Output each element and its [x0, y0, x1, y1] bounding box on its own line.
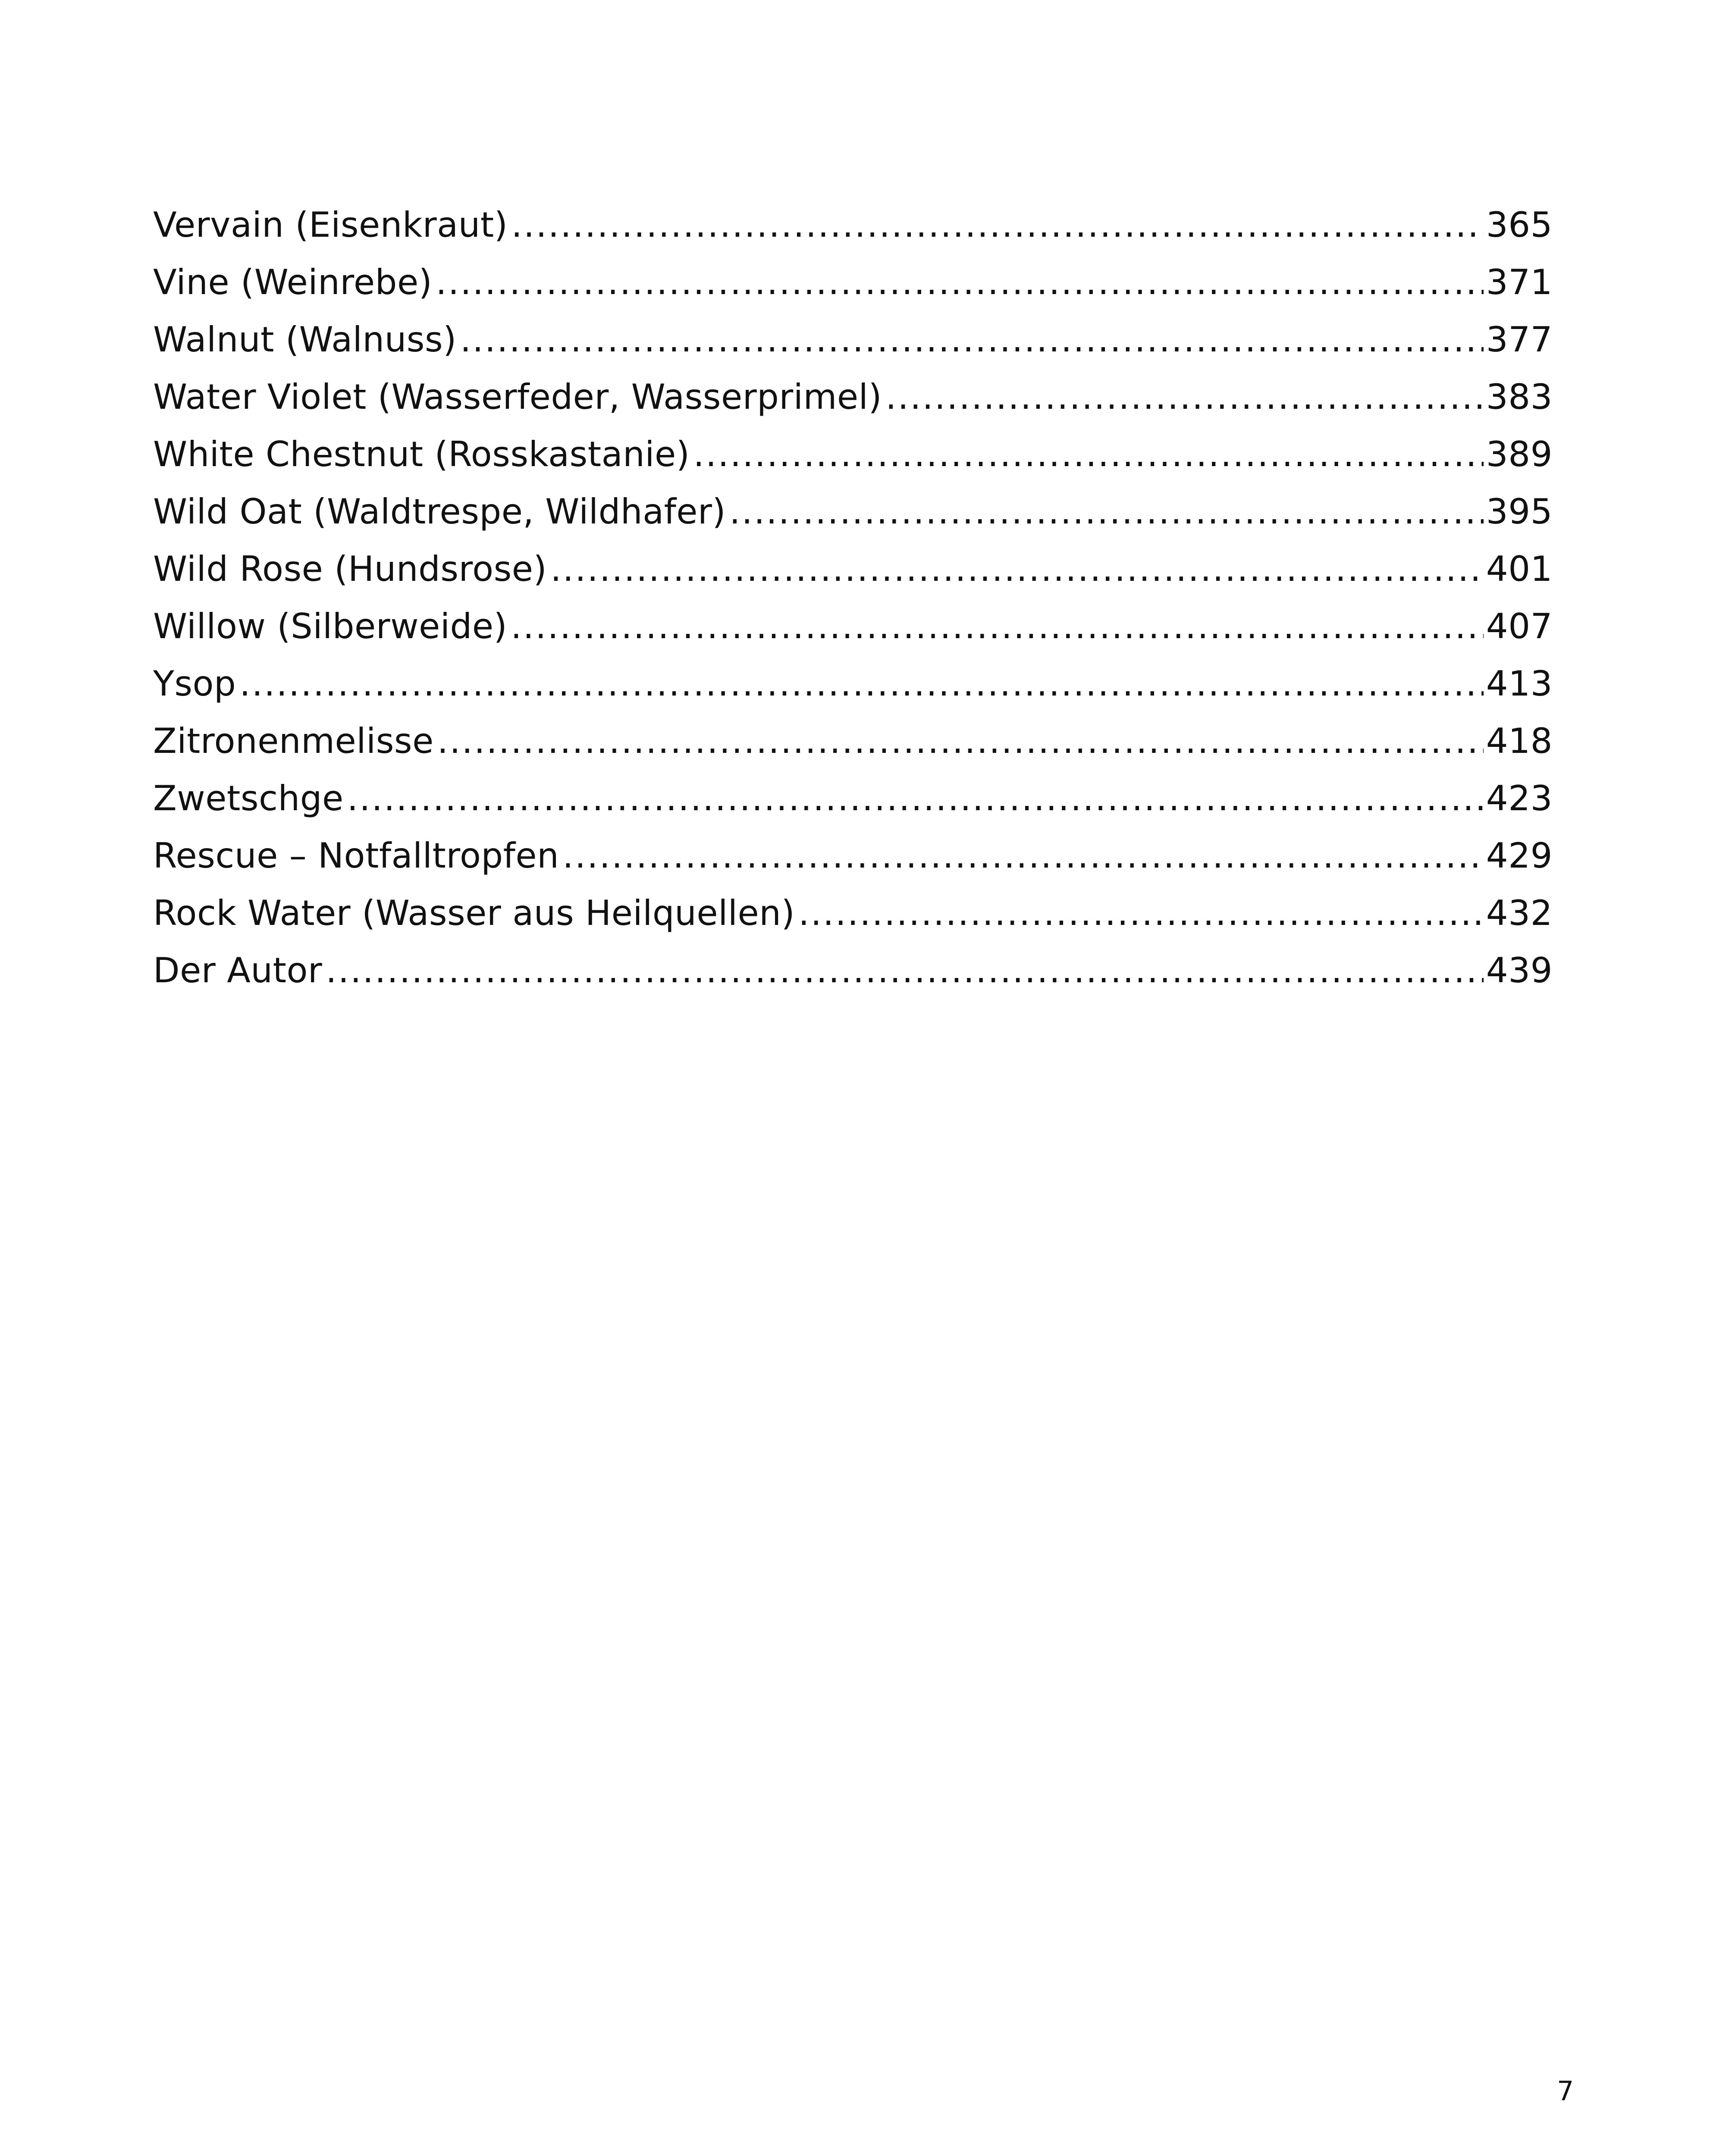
- toc-entry[interactable]: [153, 254, 1553, 311]
- toc-entry-page: 423: [1486, 778, 1553, 818]
- toc-entry-label: Vine (Weinrebe): [153, 262, 433, 302]
- toc-entry-page: 439: [1486, 950, 1553, 990]
- toc-dot-leader: [239, 655, 1484, 712]
- toc-entry-page: 377: [1486, 320, 1553, 360]
- toc-entry[interactable]: [153, 196, 1553, 254]
- toc-dot-leader: [511, 598, 1484, 655]
- toc-dot-leader: [550, 540, 1484, 598]
- toc-entry-label: Vervain (Eisenkraut): [153, 205, 508, 245]
- toc-entry-label: Water Violet (Wasserfeder, Wasserprimel): [153, 377, 882, 417]
- toc-entry[interactable]: [153, 655, 1553, 712]
- toc-entry-page: 401: [1486, 549, 1553, 589]
- toc-entry-page: 418: [1486, 721, 1553, 761]
- toc-entry-page: 383: [1486, 377, 1553, 417]
- toc-entry[interactable]: [153, 712, 1553, 770]
- toc-entry[interactable]: [153, 368, 1553, 426]
- toc-dot-leader: [511, 196, 1483, 254]
- toc-entry[interactable]: [153, 770, 1553, 827]
- toc-entry[interactable]: [153, 942, 1553, 999]
- toc-dot-leader: [436, 254, 1483, 311]
- toc-dot-leader: [798, 884, 1484, 942]
- toc-dot-leader: [347, 770, 1484, 827]
- toc-entry-label: Walnut (Walnuss): [153, 320, 457, 360]
- toc-entry-label: Wild Rose (Hundsrose): [153, 549, 547, 589]
- toc-dot-leader: [460, 311, 1484, 368]
- toc-entry-page: 429: [1486, 836, 1553, 876]
- toc-entry-page: 371: [1486, 262, 1553, 302]
- toc-entry-page: 365: [1486, 205, 1553, 245]
- toc-dot-leader: [693, 426, 1483, 483]
- toc-entry-label: Willow (Silberweide): [153, 606, 508, 646]
- toc-entry-label: Zwetschge: [153, 778, 344, 818]
- toc-entry[interactable]: [153, 884, 1553, 942]
- toc-dot-leader: [437, 712, 1484, 770]
- toc-dot-leader: [326, 942, 1484, 999]
- toc-entry-page: 389: [1486, 434, 1553, 474]
- toc-dot-leader: [885, 368, 1484, 426]
- page-number: 7: [1557, 2075, 1574, 2107]
- toc-entry[interactable]: [153, 827, 1553, 884]
- toc-entry[interactable]: [153, 598, 1553, 655]
- toc-entry[interactable]: [153, 483, 1553, 540]
- toc-entry-label: Rock Water (Wasser aus Heilquellen): [153, 893, 795, 933]
- toc-entry-label: Wild Oat (Waldtrespe, Wildhafer): [153, 492, 726, 532]
- toc-entry[interactable]: [153, 311, 1553, 368]
- toc-entry-label: Rescue – Notfalltropfen: [153, 836, 559, 876]
- toc-entry-page: 413: [1486, 664, 1553, 704]
- toc-entry-page: 432: [1486, 893, 1553, 933]
- toc-entry[interactable]: [153, 426, 1553, 483]
- toc-dot-leader: [729, 483, 1484, 540]
- table-of-contents: [153, 196, 1553, 999]
- toc-entry-page: 395: [1486, 492, 1553, 532]
- toc-entry-label: White Chestnut (Rosskastanie): [153, 434, 690, 474]
- toc-dot-leader: [562, 827, 1484, 884]
- toc-entry-label: Der Autor: [153, 950, 323, 990]
- toc-entry-label: Zitronenmelisse: [153, 721, 434, 761]
- toc-entry-page: 407: [1486, 606, 1553, 646]
- toc-entry[interactable]: [153, 540, 1553, 598]
- toc-entry-label: Ysop: [153, 664, 236, 704]
